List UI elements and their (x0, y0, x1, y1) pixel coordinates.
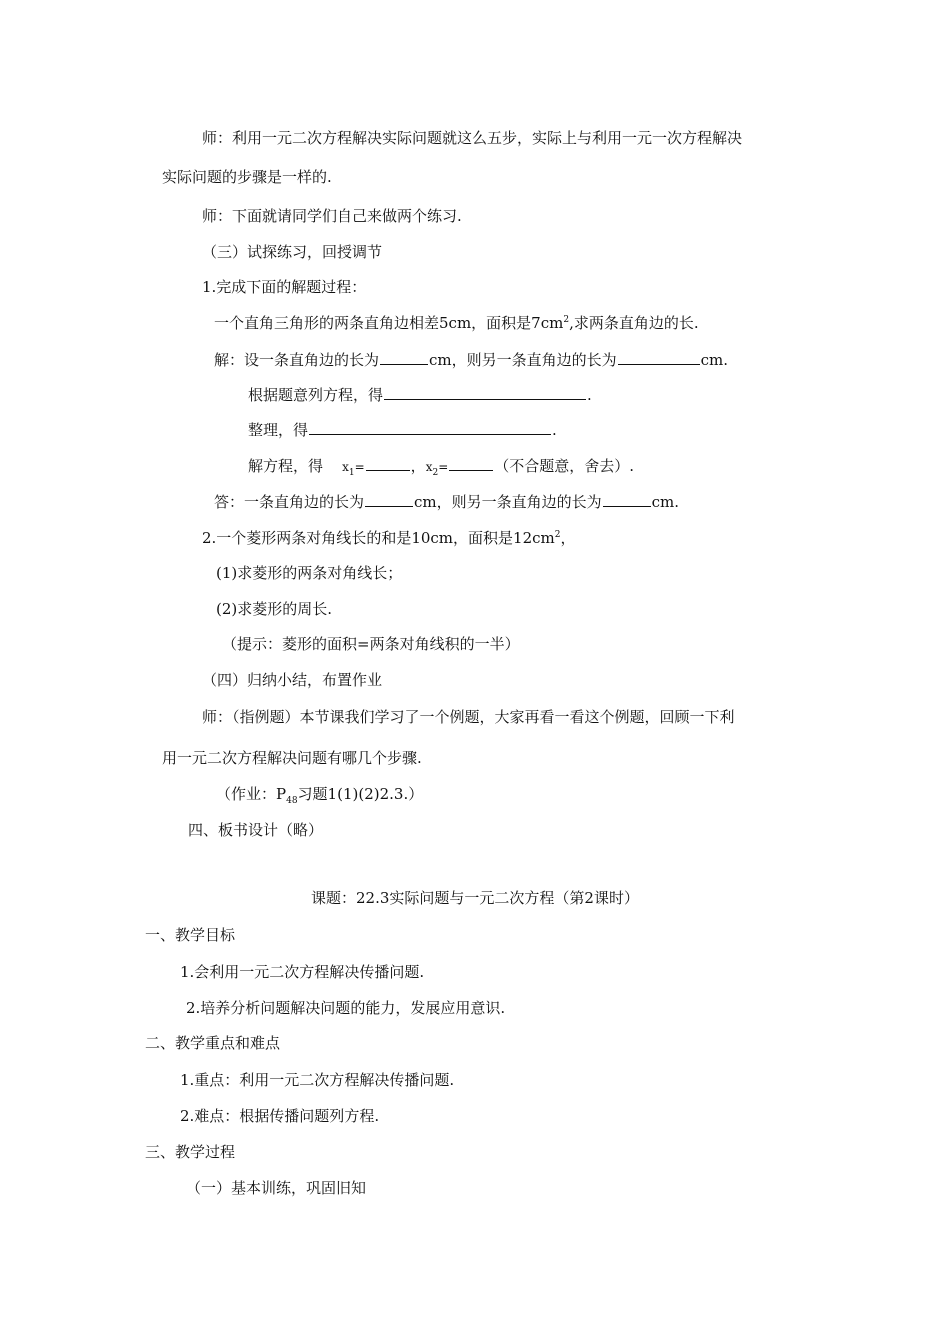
text: 解方程，得 (248, 457, 324, 475)
superscript: 2 (554, 530, 561, 540)
text: 二、教学重点和难点 (145, 1034, 281, 1052)
text: （提示：菱形的面积=两条对角线积的一半） (222, 635, 520, 653)
text: 师：下面就请同学们自己来做两个练习. (202, 207, 462, 225)
goal-2 (186, 998, 505, 1018)
teacher-remark-continued (162, 167, 332, 187)
text: cm. (651, 493, 680, 511)
text: 解：设一条直角边的长为 (214, 351, 380, 369)
subscript: 1 (348, 468, 355, 478)
superscript: 2 (563, 315, 570, 325)
text: cm，则另一条直角边的长为 (414, 493, 602, 511)
exercise-2-problem (202, 528, 576, 548)
exercise-1-heading (202, 277, 366, 297)
subscript: 2 (432, 468, 439, 478)
homework-assignment (216, 784, 423, 804)
process-step-1 (186, 1178, 366, 1198)
text: 2.培养分析问题解决问题的能力，发展应用意识. (186, 999, 506, 1017)
exercise-2-hint (222, 634, 520, 654)
text: cm，则另一条直角边的长为 (429, 351, 617, 369)
answer-blank[interactable] (618, 350, 700, 365)
key-point (180, 1070, 454, 1090)
text: （不合题意，舍去）. (494, 457, 635, 475)
goal-1 (180, 962, 424, 982)
text: 2.一个菱形两条对角线长的和是10cm，面积是12cm (202, 529, 555, 547)
text: 用一元二次方程解决问题有哪几个步骤. (162, 749, 422, 767)
text: 根据题意列方程，得 (248, 386, 384, 404)
section-heading-summary (202, 670, 382, 690)
text: 三、教学过程 (145, 1143, 236, 1161)
answer-blank[interactable] (384, 385, 586, 400)
section-heading-practice (202, 242, 382, 262)
section-blackboard-design (188, 820, 323, 840)
text: （一）基本训练，巩固旧知 (186, 1179, 367, 1197)
text: 四、板书设计（略） (188, 821, 324, 839)
text: （三）试探练习，回授调节 (202, 243, 383, 261)
text: 一、教学目标 (145, 926, 236, 944)
solution-step-answer (214, 492, 679, 512)
text: 一个直角三角形的两条直角边相差5cm，面积是7cm (214, 314, 564, 332)
text: 师：（指例题）本节课我们学习了一个例题，大家再看一看这个例题，回顾一下利 (202, 708, 735, 726)
lesson-title (0, 888, 950, 908)
answer-blank[interactable] (365, 492, 413, 507)
text: （作业：P (216, 785, 287, 803)
text: = (354, 460, 365, 474)
solution-step-assume (214, 350, 728, 370)
text: cm. (700, 351, 729, 369)
answer-blank[interactable] (603, 492, 651, 507)
answer-blank[interactable] (309, 420, 551, 435)
text: . (552, 421, 557, 439)
text: (2)求菱形的周长. (216, 600, 333, 618)
variable: x (425, 460, 433, 474)
exercise-1-problem (214, 313, 699, 333)
teacher-summary-continued (162, 748, 422, 768)
teacher-summary-paragraph (202, 707, 735, 727)
heading-teaching-process (145, 1142, 235, 1162)
text: (1)求菱形的两条对角线长； (216, 564, 403, 582)
text: 师：利用一元二次方程解决实际问题就这么五步，实际上与利用一元一次方程解决 (202, 129, 743, 147)
solution-step-simplify (248, 420, 557, 440)
text: 2.难点：根据传播问题列方程. (180, 1107, 380, 1125)
subscript: 48 (286, 796, 298, 806)
solution-step-solve (248, 456, 634, 477)
text: ,求两条直角边的长. (569, 314, 699, 332)
heading-teaching-goals (145, 925, 235, 945)
text: 1.重点：利用一元二次方程解决传播问题. (180, 1071, 455, 1089)
variable: x (342, 460, 349, 474)
text: 实际问题的步骤是一样的. (162, 168, 332, 186)
text: 1.会利用一元二次方程解决传播问题. (180, 963, 425, 981)
text: ， (410, 457, 426, 475)
text: ， (560, 529, 576, 547)
text: = (438, 460, 449, 474)
text: 习题1(1)(2)2.3.） (297, 785, 424, 803)
answer-blank[interactable] (380, 350, 428, 365)
teacher-exercise-intro (202, 206, 462, 226)
solution-step-equation (248, 385, 592, 405)
text: （四）归纳小结，布置作业 (202, 671, 383, 689)
text: 答：一条直角边的长为 (214, 493, 365, 511)
text: 整理，得 (248, 421, 309, 439)
text: 1.完成下面的解题过程： (202, 278, 367, 296)
answer-blank[interactable] (449, 456, 493, 471)
exercise-2-part-1 (216, 563, 402, 583)
answer-blank[interactable] (366, 456, 410, 471)
teacher-remark-paragraph (202, 128, 742, 148)
exercise-2-part-2 (216, 599, 332, 619)
text: 课题：22.3实际问题与一元二次方程（第2课时） (311, 889, 639, 907)
text: . (587, 386, 592, 404)
difficulty-point (180, 1106, 379, 1126)
heading-key-points (145, 1033, 280, 1053)
